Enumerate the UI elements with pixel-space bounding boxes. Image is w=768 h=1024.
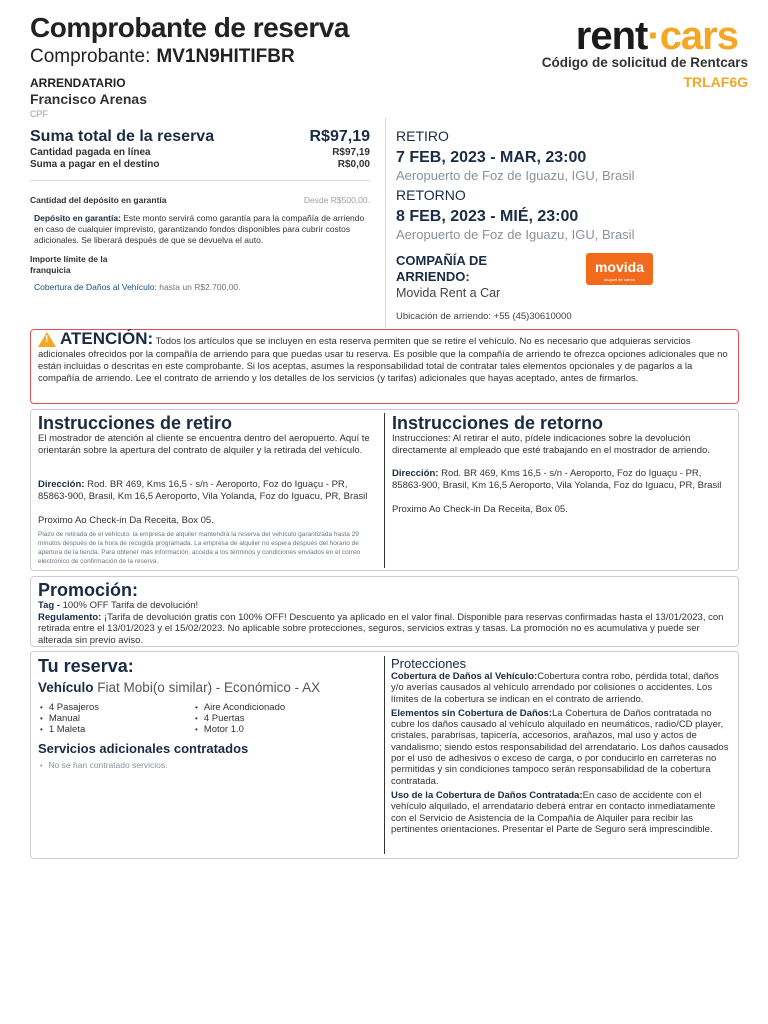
pickup-reference: Proximo Ao Check-in Da Receita, Box 05. bbox=[38, 515, 214, 526]
pickup-date: 7 FEB, 2023 - MAR, 23:00 bbox=[396, 149, 587, 166]
page-title: Comprobante de reserva bbox=[30, 12, 349, 43]
return-label: RETORNO bbox=[396, 187, 466, 203]
promotion-tag bbox=[38, 600, 734, 612]
request-code-label: Código de solicitud de Rentcars bbox=[541, 55, 748, 70]
promotion-rules-text: ¡Tarifa de devolución gratis con 100% OFF! Descuento ya aplicado en el valor final. Disponible para reservas confirmadas hasta el 13/01/2023, con retirada entre el 13/01/2023 y el 15/02/2023. No aplicable sobre protecciones, seguros, servicios extras y tasas. La promoción no es acumulativa y puede ser alterada sin previo aviso. bbox=[38, 611, 724, 646]
deposit-description bbox=[34, 213, 369, 246]
pickup-address bbox=[38, 479, 368, 502]
coverage-label: Cobertura de Daños al Vehículo: bbox=[34, 282, 157, 292]
protections-list bbox=[391, 671, 733, 838]
warning-icon bbox=[38, 332, 56, 347]
voucher-row bbox=[30, 46, 295, 68]
paid-online-value: R$97,19 bbox=[332, 147, 370, 158]
total-title: Suma total de la reserva bbox=[30, 128, 215, 145]
movida-logo: movida aluguel de carros bbox=[586, 253, 653, 285]
pickup-instructions-text: El mostrador de atención al cliente se encuentra dentro del aeropuerto. Aquí te orientarán sobre la apertura del contrato de alquiler y la retirada del vehículo. bbox=[38, 433, 370, 456]
company-name: Movida Rent a Car bbox=[396, 286, 501, 300]
renter-name: Francisco Arenas bbox=[30, 91, 147, 107]
reservation-title: Tu reserva: bbox=[38, 656, 134, 676]
return-address-label: Dirección: bbox=[392, 468, 439, 479]
franchise-limit-label: Importe límite de la franquicia bbox=[30, 254, 108, 275]
attention-text: Todos los artículos que se incluyen en esta reserva permiten que se retire el vehículo. No es necesario que adquieras servicios adicionales ofrecidos por la compañía de arriendo para que puedas usar tu reserva. Es posible que la compañía de arriendo te ofrezca opciones adicionales que no están incluidas o descritas en este comprobante. Si los aceptas, asumes la responsabilidad total de contratar tales elementos opcionales y de pagarlos a la compañía de arriendo. Lee el contrato de arriendo y los detalles de los servicios (y tarifas) adicionales que hayas aceptado, antes de firmarlos. bbox=[38, 336, 728, 385]
promotion-rules bbox=[38, 612, 734, 647]
voucher-label: Comprobante: bbox=[30, 46, 151, 67]
protection-text: En caso de accidente con el vehículo alquilado, el arrendatario deberá entrar en contacto inmediatamente con el Servicio de Asistencia de la Compañía de Alquiler para recibir las pertinentes orientaciones. Presentar el Parte de Seguro será imprescindible. bbox=[391, 789, 716, 835]
location-phone: Ubicación de arriendo: +55 (45)30610000 bbox=[396, 311, 572, 322]
deposit-text: Este monto servirá como garantía para la compañía de arriendo en caso de cualquier imprevisto, garantizando fondos disponibles para cubrir costos adicionales. Se liberará después de que se devuelva el auto. bbox=[34, 213, 365, 245]
return-reference: Proximo Ao Check-in Da Receita, Box 05. bbox=[392, 504, 568, 515]
renter-id-label: CPF bbox=[30, 109, 48, 119]
pickup-instructions-title: Instrucciones de retiro bbox=[38, 413, 233, 433]
protection-label: Uso de la Cobertura de Daños Contratada: bbox=[391, 789, 583, 801]
deposit-value: Desde R$500,00. bbox=[303, 195, 370, 205]
promotion-tag-text: 100% OFF Tarifa de devolución! bbox=[60, 600, 199, 611]
attention-title: ATENCIÓN: bbox=[60, 329, 154, 348]
promotion-title: Promoción: bbox=[38, 580, 139, 600]
protection-item bbox=[391, 671, 733, 705]
pickup-address-label: Dirección: bbox=[38, 479, 85, 490]
divider bbox=[385, 118, 386, 328]
attention-content bbox=[38, 329, 730, 386]
protection-label: Cobertura de Daños al Vehículo: bbox=[391, 671, 538, 682]
divider bbox=[30, 180, 370, 181]
rentcars-logo: rent·cars bbox=[575, 14, 738, 58]
protection-item bbox=[391, 708, 733, 787]
protection-text: La Cobertura de Daños contratada no cubre los daños causado al vehículo alquilado en neumáticos, radio/CD player, cristales, parabrisas, tapicería, accesorios, arañazos, mal uso y actos de vandalismo; siendo estos responsabilidad del arrendatario. Los daños causados por el uso de adhesivos o exceso de carga, o por conducirlo en carreteras no permitidas y sin condiciones tampoco serán responsabilidad de la cobertura contratada. bbox=[391, 707, 729, 787]
coverage-limit-row bbox=[34, 282, 241, 292]
vehicle-label: Vehículo bbox=[38, 680, 94, 695]
pickup-location: Aeropuerto de Foz de Iguazu, IGU, Brasil bbox=[396, 168, 635, 183]
services-empty: • No se han contratado servicios. bbox=[40, 760, 168, 770]
divider bbox=[384, 656, 385, 854]
return-address-text: Rod. BR 469, Kms 16,5 - s/n - Aeroporto, Foz do Iguaçu - PR, 85863-900, Brasil, Km 16,5 Aeroporto, Vila Yolanda, Foz do Iguacu, PR, Brasil bbox=[392, 468, 722, 491]
pickup-label: RETIRO bbox=[396, 128, 449, 144]
coverage-value: hasta un R$2.700,00. bbox=[156, 282, 241, 292]
pay-destination-value: R$0,00 bbox=[337, 159, 370, 170]
protection-label: Elementos sin Cobertura de Daños: bbox=[391, 707, 553, 719]
pickup-address-text: Rod. BR 469, Kms 16,5 - s/n - Aeroporto, Foz do Iguaçu - PR, 85863-900, Brasil, Km 16,5 Aeroporto, Vila Yolanda, Foz do Iguacu, PR, Brasil bbox=[38, 479, 368, 502]
return-address bbox=[392, 468, 727, 491]
feature-item: • 1 Maleta bbox=[40, 724, 85, 735]
return-instructions-text: Instrucciones: Al retirar el auto, pídele indicaciones sobre la devolución directamente al empleado que esté trabajando en el mostrador de arriendo. bbox=[392, 433, 710, 456]
return-instructions-title: Instrucciones de retorno bbox=[392, 413, 604, 433]
feature-item: • Manual bbox=[40, 713, 80, 724]
feature-item: • Motor 1.0 bbox=[195, 724, 244, 735]
divider bbox=[384, 413, 385, 568]
feature-item: • Aire Acondicionado bbox=[195, 702, 285, 713]
pay-destination-label: Suma a pagar en el destino bbox=[30, 159, 160, 170]
services-title: Servicios adicionales contratados bbox=[38, 741, 249, 756]
deposit-label: Cantidad del depósito en garantía bbox=[30, 195, 167, 205]
protection-item bbox=[391, 790, 733, 835]
feature-item: • 4 Pasajeros bbox=[40, 702, 99, 713]
feature-item: • 4 Puertas bbox=[195, 713, 244, 724]
protections-title: Protecciones bbox=[391, 656, 467, 671]
company-label: COMPAÑÍA DE ARRIENDO: bbox=[396, 253, 487, 284]
promotion-rules-label: Regulamento: bbox=[38, 611, 102, 623]
renter-label: ARRENDATARIO bbox=[30, 76, 126, 90]
return-location: Aeropuerto de Foz de Iguazu, IGU, Brasil bbox=[396, 227, 635, 242]
deposit-bold: Depósito en garantía: bbox=[34, 213, 121, 223]
vehicle-name: Fiat Mobi(o similar) - Económico - AX bbox=[97, 680, 321, 695]
movida-tagline: aluguel de carros bbox=[604, 277, 635, 282]
vehicle-row bbox=[38, 680, 320, 695]
protection-text: Cobertura contra robo, pérdida total, daños y/o averías causados al vehículo arrendado por colisiones o accidentes. Los límites de la cobertura se indican en el contrato de arriendo. bbox=[391, 671, 719, 705]
request-code: TRLAF6G bbox=[683, 74, 748, 90]
promotion-tag-label: Tag - bbox=[38, 600, 60, 611]
total-value: R$97,19 bbox=[309, 128, 370, 145]
paid-online-label: Cantidad pagada en línea bbox=[30, 147, 151, 158]
return-date: 8 FEB, 2023 - MIÉ, 23:00 bbox=[396, 208, 579, 225]
promotion-text bbox=[38, 600, 734, 646]
pickup-notice: Plazo de retirada de el vehículo: la empresa de alquiler mantendrá la reserva del vehículo garantizada hasta 29 minutos después de la hora de recogida programada. La empresa de alquiler no espera después del horario de apertura de la tienda. Para obtener más información, acceda a los términos y condiciones enviados en el correo electrónico de confirmación de la reserva. bbox=[38, 531, 361, 565]
voucher-code: MV1N9HITIFBR bbox=[156, 46, 295, 67]
